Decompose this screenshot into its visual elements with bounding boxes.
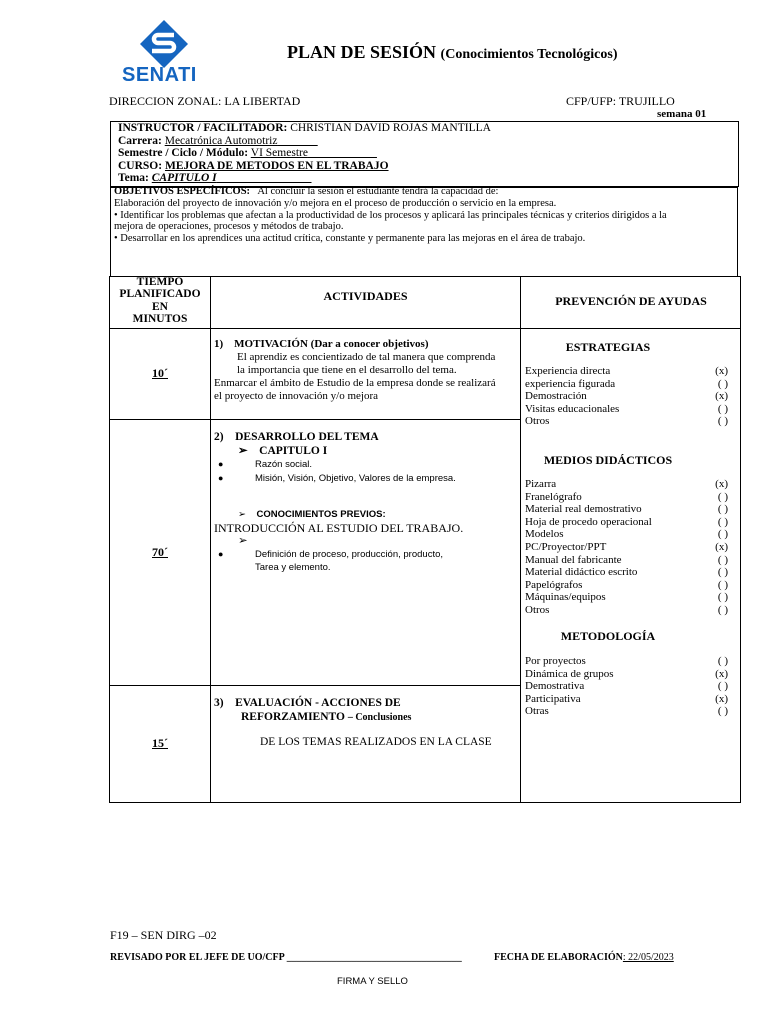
bullet-icon: ● <box>218 473 224 483</box>
list-item: Máquinas/equipos ( ) <box>525 591 728 604</box>
list-item: PC/Proyector/PPT (x) <box>525 541 728 553</box>
carrera-row: Carrera: Mecatrónica Automotriz <box>118 134 278 147</box>
bullet-icon: ● <box>218 549 224 559</box>
time-evaluacion: 15´ <box>152 736 168 750</box>
title-main: PLAN DE SESIÓN <box>287 42 437 62</box>
page-title <box>287 42 618 63</box>
actividades-header: ACTIVIDADES <box>323 289 408 303</box>
semana: semana 01 <box>657 108 707 120</box>
time-motivacion: 10´ <box>152 366 168 380</box>
objetivo-line-4: • Desarrollar en los aprendices una actitud crítica, constante y permanente para las mejoras en el área de trabajo. <box>114 233 586 245</box>
list-item: Modelos ( ) <box>525 528 728 541</box>
desarrollo-title: 2) DESARROLLO DEL TEMA <box>214 431 379 443</box>
estrategias-list <box>525 365 740 429</box>
list-item: Material didáctico escrito ( ) <box>525 566 728 579</box>
list-item: Dinámica de grupos (x) <box>525 667 728 680</box>
logo-text: SENATI <box>122 64 197 86</box>
evaluacion-title: 3) EVALUACIÓN - ACCIONES DE REFORZAMIENTO – Conclusiones <box>214 697 412 723</box>
senati-logo <box>118 18 210 88</box>
firma-sello: FIRMA Y SELLO <box>337 976 408 987</box>
list-item: Otros ( ) <box>525 604 728 616</box>
arrow-right-icon: ➢ <box>238 535 248 547</box>
time-desarrollo: 70´ <box>152 545 168 559</box>
list-item: Pizarra (x) <box>525 478 728 490</box>
objetivo-line-2: • Identificar los problemas que afectan a la productividad de los procesos y aplicará las principales técnicas y criterios dirigidos a la <box>114 209 667 221</box>
motivacion-title: 1) MOTIVACIÓN (Dar a conocer objetivos) <box>214 338 429 350</box>
col-divider-1 <box>210 276 211 803</box>
capitulo-item: ➢ CAPITULO I <box>238 445 328 457</box>
arrow-right-icon: ➢ <box>238 445 248 457</box>
objetivos-text <box>114 186 734 245</box>
objetivo-line-1: Elaboración del proyecto de innovación y/o mejora en el proceso de producción o servicio en la empresa. <box>114 197 557 209</box>
mision-vision: Misión, Visión, Objetivo, Valores de la empresa. <box>255 473 456 484</box>
estrategias-title: ESTRATEGIAS <box>565 340 651 354</box>
row-divider-1 <box>109 419 521 420</box>
list-item: Hoja de procedo operacional ( ) <box>525 515 728 528</box>
list-item: Visitas educacionales ( ) <box>525 402 728 415</box>
motivacion-block: 1) MOTIVACIÓN (Dar a conocer objetivos) El aprendiz es concientizado de tal manera que comprenda la importancia que tiene en el desarrollo del tema. Enmarcar el ámbito de Estudio de la empresa donde se realizará el proyecto de innovación y/o mejora <box>214 338 519 403</box>
form-code: F19 – SEN DIRG –02 <box>110 928 217 942</box>
tema-row: Tema: CAPITULO I <box>118 172 217 185</box>
cfp-ufp: CFP/UFP: TRUJILLO <box>566 94 675 108</box>
metodologia-title: METODOLOGÍA <box>560 629 656 643</box>
list-item: Otras ( ) <box>525 705 728 718</box>
list-item: Por proyectos ( ) <box>525 655 728 667</box>
list-item: Experiencia directa (x) <box>525 365 728 377</box>
medios-list <box>525 478 740 618</box>
list-item: Otros ( ) <box>525 415 728 428</box>
arrow-right-icon: ➢ <box>238 509 246 520</box>
definicion-proceso: Definición de proceso, producción, producto, Tarea y elemento. <box>255 549 444 573</box>
list-item: Manual del fabricante ( ) <box>525 553 728 566</box>
semestre-row: Semestre / Ciclo / Módulo: VI Semestre <box>118 147 308 160</box>
title-sub: (Conocimientos Tecnológicos) <box>440 47 618 62</box>
objetivos-header: OBJETIVOS ESPECÍFICOS: Al concluir la sesión el estudiante tendrá la capacidad de: <box>114 186 499 197</box>
list-item: Franelógrafo ( ) <box>525 490 728 503</box>
list-item: experiencia figurada ( ) <box>525 377 728 390</box>
bullet-icon: ● <box>218 459 224 469</box>
introduccion-estudio: INTRODUCCIÓN AL ESTUDIO DEL TRABAJO. <box>214 521 464 535</box>
revisado-line: REVISADO POR EL JEFE DE UO/CFP ___________________________________ <box>110 952 462 963</box>
header-row-divider <box>109 328 741 329</box>
info-lines <box>118 122 491 185</box>
prevencion-header: PREVENCIÓN DE AYUDAS <box>555 294 707 308</box>
fecha-elaboracion: FECHA DE ELABORACIÓN: 22/05/2023 <box>494 952 674 963</box>
razon-social: Razón social. <box>255 459 313 470</box>
senati-emblem-icon <box>118 18 210 68</box>
metodologia-list <box>525 655 740 719</box>
objetivo-line-3: mejora de operaciones, procesos y métodos de trabajo. <box>114 221 344 233</box>
instructor-row: INSTRUCTOR / FACILITADOR: CHRISTIAN DAVID ROJAS MANTILLA <box>118 122 491 134</box>
conocimientos-item: ➢ CONOCIMIENTOS PREVIOS: <box>238 509 386 520</box>
list-item: Papelógrafos ( ) <box>525 578 728 591</box>
list-item: Material real demostrativo ( ) <box>525 503 728 516</box>
medios-title: MEDIOS DIDÁCTICOS <box>543 453 673 467</box>
row-divider-2 <box>109 685 521 686</box>
curso-row: CURSO: MEJORA DE METODOS EN EL TRABAJO <box>118 159 389 172</box>
direccion-zonal: DIRECCION ZONAL: LA LIBERTAD <box>109 94 301 108</box>
list-item: Demostración (x) <box>525 390 728 403</box>
col-divider-2 <box>520 276 521 803</box>
evaluacion-text: DE LOS TEMAS REALIZADOS EN LA CLASE <box>260 736 492 748</box>
tiempo-header: TIEMPO PLANIFICADO EN MINUTOS <box>119 276 201 326</box>
list-item: Participativa (x) <box>525 692 728 705</box>
list-item: Demostrativa ( ) <box>525 680 728 693</box>
